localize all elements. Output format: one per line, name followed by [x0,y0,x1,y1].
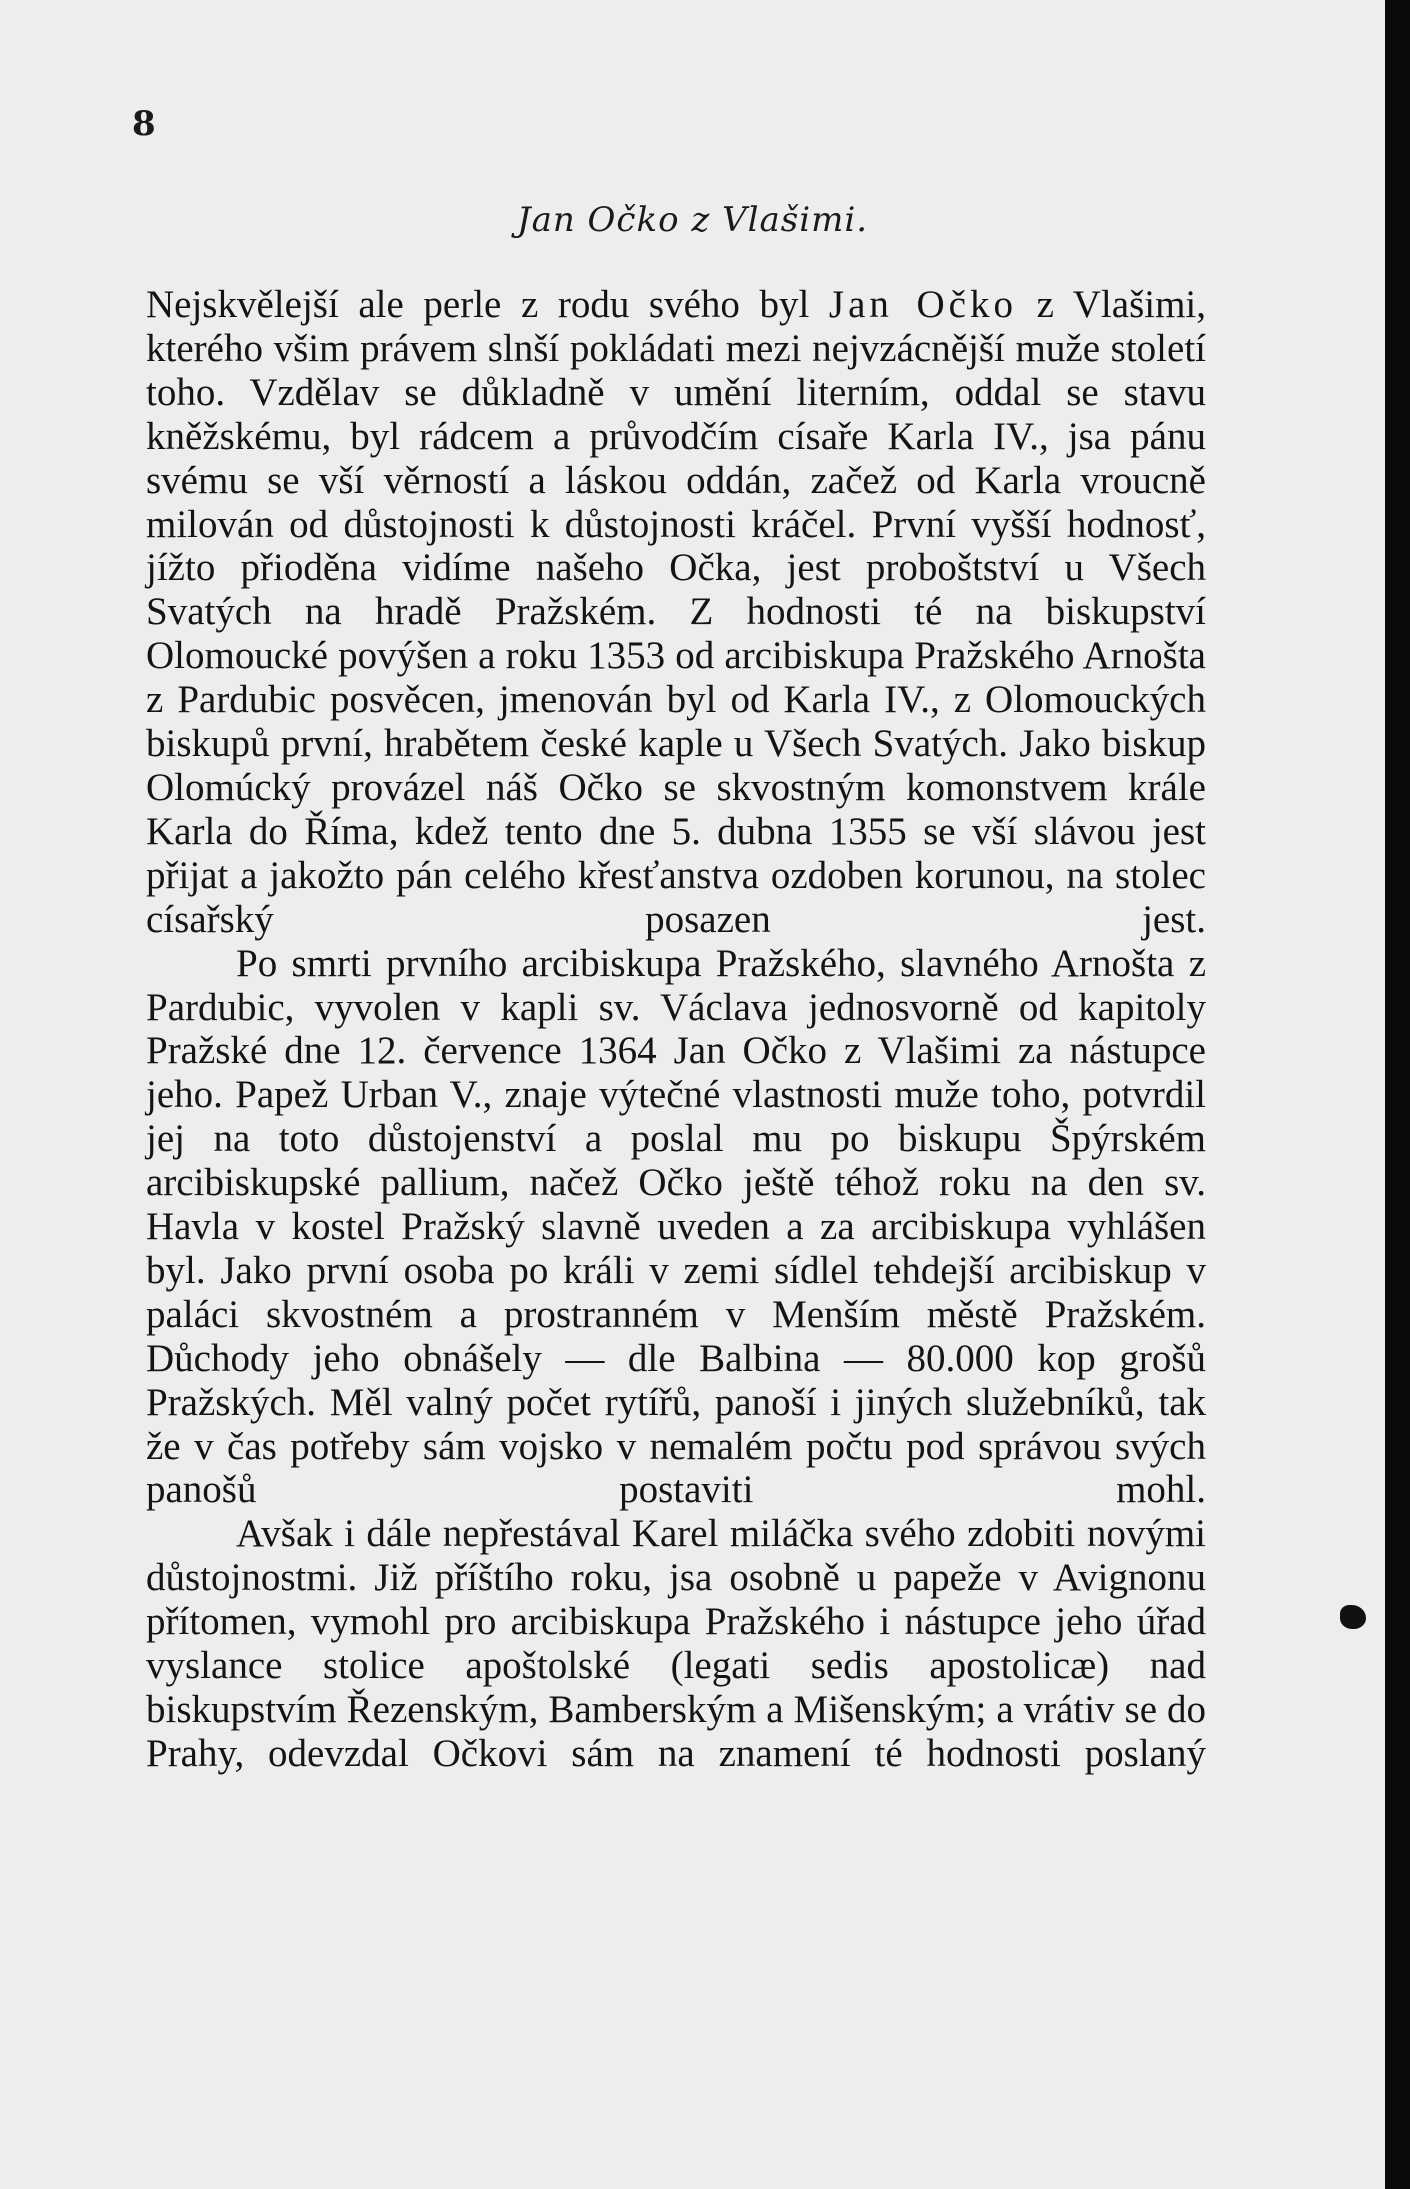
paragraph-1-lead: Nejskvělejší ale perle z rodu svého byl [146,283,829,326]
section-title: Jan Očko z Vlašimi. [516,200,869,240]
paragraph-1-name-emphasis: Jan Očko [828,283,1017,326]
body-text [146,283,1206,1776]
paragraph-3 [146,1512,1206,1775]
page-edge [1385,0,1410,2189]
paragraph-1 [146,283,1206,942]
paragraph-2-text: Po smrti prvního arcibiskupa Pražského, slavného Arnošta z Pardubic, vyvolen v kapli sv. Václava jednosvorně od kapitoly Pražské dne 12. července 1364 Jan Očko z Vlašimi za nástupce jeho. Papež Urban V., znaje výtečné vlastnosti muže toho, potvrdil jej na toto důstojenství a poslal mu po biskupu Špýrském arcibiskupské pallium, načež Očko ještě téhož roku na den sv. Havla v kostel Pražský slavně uveden a za arcibiskupa vyhlášen byl. Jako první osoba po králi v zemi sídlel tehdejší arcibiskup v paláci skvostném a prostranném v Menším městě Pražském. Důchody jeho obnášely — dle Balbina — 80.000 kop grošů Pražských. Měl valný počet rytířů, panoší i jiných služebníků, tak že v čas potřeby sám vojsko v nemalém počtu pod správou svých panošů postaviti mohl. [146,941,1206,1512]
paragraph-1-text: z Vlašimi, kteréhо všim právem slnší pokládati mezi nejvzácnější muže století toho. Vzdělav se důkladně v umění literním, oddal se stavu kněžskému, byl rádcem a průvodčím císaře Karla IV., jsa pánu svému se vší věrností a láskou oddán, začež od Karla vroucně milován od důstojnosti k důstojnosti kráčel. První vyšší hodnosť, jížto přioděna vidíme našeho Očka, jest proboštství u Všech Svatých na hradě Pražském. Z hodnosti té na biskupství Olomoucké povýšen a roku 1353 od arcibiskupa Pražského Arnošta z Pardubic posvěcen, jmenován byl od Karla IV., z Olomouckých biskupů první, hrabětem české kaple u Všech Svatých. Jako biskup Olomúcký provázel náš Očko se skvostným komonstvem krále Karla do Říma, kdež tento dne 5. dubna 1355 se vší slávou jest přijat a jakožto pán celého křesťanstva ozdoben korunou, na stolec císařský posazen jest. [146,283,1207,941]
page-number: 8 [132,104,156,144]
paragraph-2 [146,942,1206,1513]
ink-stain [1340,1605,1366,1629]
paragraph-3-text: Avšak i dále nepřestával Karel miláčka svého zdobiti novými důstojnostmi. Již příštího roku, jsa osobně u papeže v Avignonu přítomen, vymohl pro arcibiskupa Pražského i nástupce jeho úřad vyslance stolice apoštolské (legati sedis apostolicæ) nad biskupstvím Řezenským, Bamberským a Mišenským; a vrátiv se do Prahy, odevzdal Očkovi sám na znamení té hodnosti poslaný [146,1512,1206,1775]
